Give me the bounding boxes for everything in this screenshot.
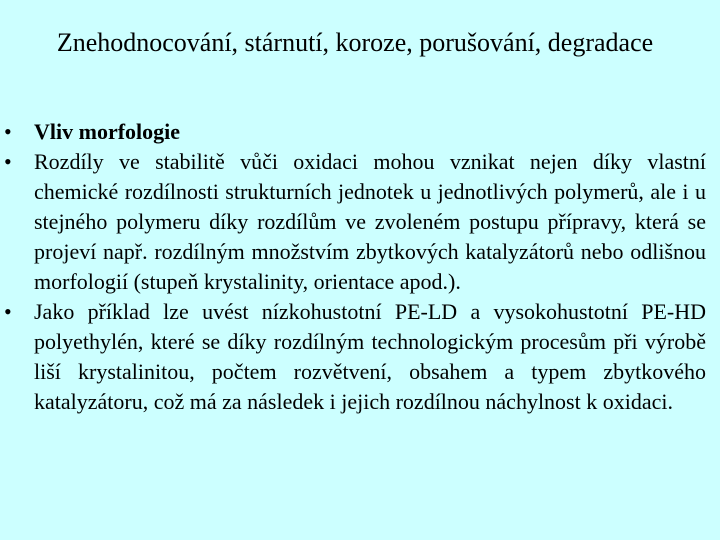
bullet-list: [0, 117, 720, 417]
bullet-item: [0, 297, 720, 417]
bullet-text: Jako příklad lze uvést nízkohustotní PE-LD a vysokohustotní PE-HD polyethylén, které se díky rozdílným technologickým procesům při výrobě liší krystalinitou, počtem rozvětvení, obsahem a typem zbytkového katalyzátoru, což má za následek i jejich rozdílnou náchylnost k oxidaci.: [34, 299, 706, 414]
bullet-icon: •: [4, 119, 12, 144]
bullet-icon: •: [4, 149, 12, 174]
bullet-text: Vliv morfologie: [34, 119, 181, 144]
bullet-icon: •: [4, 299, 12, 324]
bullet-text: Rozdíly ve stabilitě vůči oxidaci mohou vznikat nejen díky vlastní chemické rozdílnosti strukturních jednotek u jednotlivých polymerů, ale i u stejného polymeru díky rozdílům ve zvoleném postupu přípravy, která se projeví např. rozdílným množstvím zbytkových katalyzátorů nebo odlišnou morfologií (stupeň krystalinity, orientace apod.).: [34, 149, 706, 294]
bullet-item-heading: [0, 117, 720, 147]
slide-title: Znehodnocování, stárnutí, koroze, porušování, degradace: [56, 28, 654, 57]
bullet-item: [0, 147, 720, 297]
